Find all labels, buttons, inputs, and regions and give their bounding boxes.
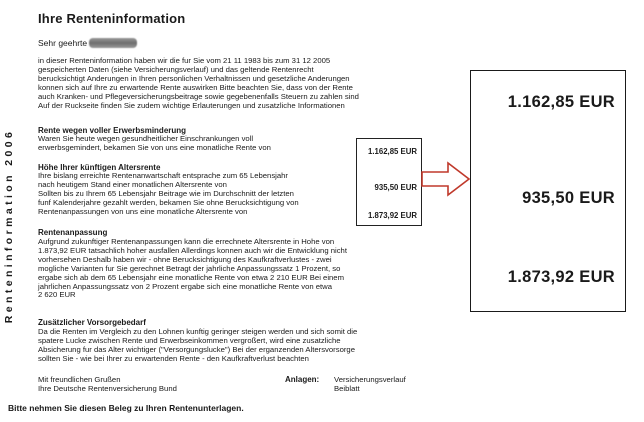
closing-block: [38, 375, 177, 393]
enlarged-amounts-box: [470, 70, 626, 312]
section-heading-erwerbsminderung: Rente wegen voller Erwerbsminderung: [38, 126, 187, 135]
body-line: jahrlichen Anpassungssatz von 2 Prozent ergabe sich eine monatliche Rente von etwa: [38, 281, 333, 291]
intro-line: auch Kranken- und Pflegeversicherungsbeitrage sowie gegebenenfalls Steuern zu zahlen sind: [38, 91, 359, 101]
section-heading-vorsorgebedarf: Zusätzlicher Vorsorgebedarf: [38, 318, 146, 327]
enclosures-label: Anlagen:: [285, 375, 320, 384]
enclosures-list: [334, 375, 406, 393]
body-line: 1.873,92 EUR tatsachlich hoher ausfallen Allerdings konnen auch wir die Entwicklung nicht: [38, 245, 347, 255]
amount-altersrente-heute: 935,50 EUR: [374, 183, 417, 192]
intro-line: Auf der Ruckseite finden Sie zudem wichtige Erlauterungen und zusatzliche Informationen: [38, 100, 345, 110]
enlarged-amount-erwerbsminderung: 1.162,85 EUR: [507, 93, 615, 111]
amounts-box: [356, 138, 422, 226]
body-line: ergabe sich ab dem 65 Lebensjahr eine monatliche Rente von etwa 2 210 EUR Bei einem: [38, 272, 344, 282]
intro-line: konnen sich auf Ihre zu erwartende Rente auswirken Bitte beachten Sie, dass von der Rente: [38, 82, 353, 92]
body-line: mogliche Varianten fur Sie gerechnet Betragt der jahrliche Anpassungssatz 1 Prozent, so: [38, 263, 341, 273]
body-line: Sollten bis zu Ihrem 65 Lebensjahr Beitrage wie im Durchschnitt der letzten: [38, 188, 294, 198]
section-body-rentenanpassung: [38, 238, 438, 300]
section-body-erwerbsminderung: [38, 135, 348, 153]
intro-line: berucksichtigt Anderungen in Ihren personlichen Verhaltnissen und gesetzliche Anderungen: [38, 73, 350, 83]
body-line: Aufgrund zukunftiger Rentenanpassungen kann die errechnete Altersrente in Hohe von: [38, 237, 335, 246]
section-body-vorsorgebedarf: [38, 328, 438, 364]
enlarged-amount-altersrente-65: 1.873,92 EUR: [507, 268, 615, 286]
vertical-side-label: Renteninformation 2006: [3, 128, 15, 324]
closing-sender: Ihre Deutsche Rentenversicherung Bund: [38, 384, 177, 393]
body-line: Waren Sie heute wegen gesundheitlicher Einschrankungen voll: [38, 134, 254, 143]
section-body-altersrente: [38, 172, 353, 217]
section-heading-altersrente: Höhe Ihrer künftigen Altersrente: [38, 163, 161, 172]
body-line: vorhersehen Deshalb haben wir - ohne Berucksichtigung des Kaufkraftverlustes - zwei: [38, 254, 332, 264]
intro-paragraph: [38, 57, 436, 110]
salutation-text: Sehr geehrte: [38, 38, 88, 48]
intro-line: in dieser Renteninformation haben wir die fur Sie vom 21 11 1983 bis zum 31 12 2005: [38, 56, 331, 65]
page-title: Ihre Renteninformation: [38, 11, 186, 26]
body-line: spatere Lucke zwischen Rente und Erwerbseinkommen vergroßert, wird eine zusatzliche: [38, 335, 341, 345]
intro-line: gespeicherten Daten (siehe Versicherungsverlauf) und das geltende Rentenrecht: [38, 64, 314, 74]
closing-greeting: Mit freundlichen Grußen: [38, 375, 121, 384]
body-line: sollten Sie - wie bei Ihrer zu erwartenden Rente - den Kaufkraftverlust beachten: [38, 353, 309, 363]
section-heading-rentenanpassung: Rentenanpassung: [38, 228, 108, 237]
amount-erwerbsminderung: 1.162,85 EUR: [368, 147, 417, 156]
body-line: nach heutigem Stand einer monatlichen Altersrente von: [38, 179, 227, 189]
redacted-name: [89, 38, 137, 48]
arrow-right-icon: [421, 161, 471, 197]
body-line: Da die Renten im Vergleich zu den Lohnen kunftig geringer steigen werden und sich somit die: [38, 327, 358, 336]
enlarged-amount-altersrente-heute: 935,50 EUR: [522, 189, 615, 207]
amount-altersrente-65: 1.873,92 EUR: [368, 211, 417, 220]
body-line: erwerbsgemindert, bekamen Sie von uns eine monatliche Rente von: [38, 142, 271, 152]
body-line: Ihre bislang erreichte Rentenanwartschaft entsprache zum 65 Lebensjahr: [38, 171, 288, 180]
body-line: funf Kalenderjahre gezahlt werden, bekamen Sie ohne Berucksichtigung von: [38, 197, 299, 207]
footer-note: Bitte nehmen Sie diesen Beleg zu Ihren Rentenunterlagen.: [8, 403, 244, 413]
enclosure-item: Versicherungsverlauf: [334, 375, 406, 384]
salutation: [38, 38, 137, 48]
body-line: 2 620 EUR: [38, 290, 76, 300]
enclosure-item: Beiblatt: [334, 384, 360, 393]
body-line: Rentenanpassungen von uns eine monatliche Altersrente von: [38, 206, 248, 216]
body-line: Absicherung fur das Alter wichtiger ("Versorgungslucke") Bei der erganzenden Altersvorsorge: [38, 344, 355, 354]
